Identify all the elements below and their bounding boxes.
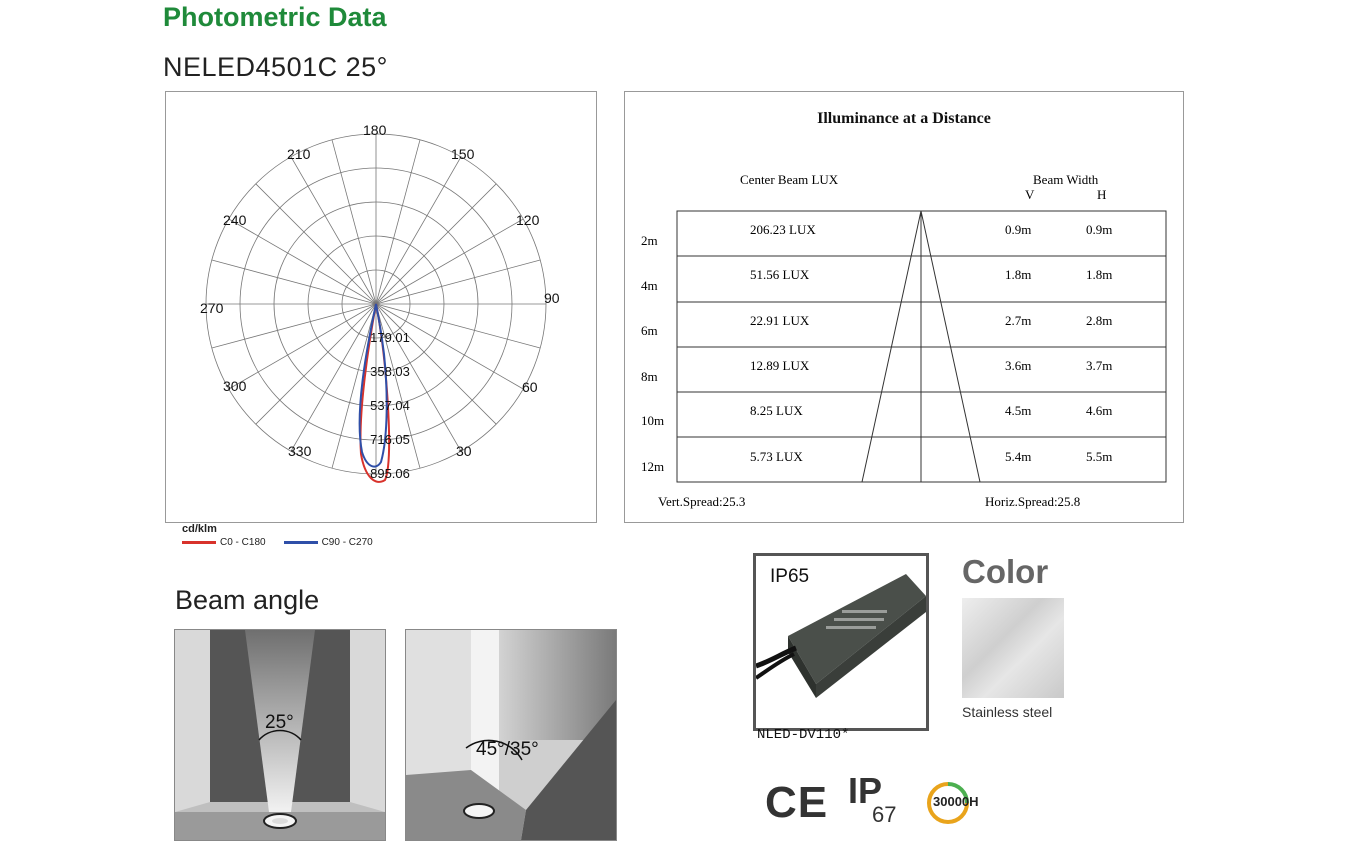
beam-angle-label-25: 25° (265, 712, 294, 733)
legend-line-blue (284, 541, 318, 544)
angle-label-30: 30 (456, 443, 472, 459)
polar-grid-spoke (376, 184, 496, 304)
beam-width-v: 4.5m (1005, 403, 1032, 418)
driver-image (756, 556, 926, 728)
beam-width-h: 1.8m (1086, 267, 1113, 282)
lux-value: 206.23 LUX (750, 222, 816, 237)
ce-mark: CE (765, 778, 829, 827)
color-finish-label: Stainless steel (962, 704, 1053, 720)
polar-grid-spoke (229, 219, 376, 304)
polar-grid-spoke (291, 157, 376, 304)
v-header: V (1025, 187, 1035, 202)
intensity-label: 895.06 (370, 466, 410, 481)
polar-grid-spoke (212, 260, 376, 304)
lux-value: 22.91 LUX (750, 313, 810, 328)
angle-label-270: 270 (200, 300, 224, 316)
beam-angle-title: Beam angle (175, 585, 320, 615)
ip67-mark (848, 770, 900, 830)
lux-value: 8.25 LUX (750, 403, 803, 418)
polar-grid-spoke (376, 157, 461, 304)
legend-label: C0 - C180 (220, 537, 266, 548)
polar-diagram-panel (165, 91, 597, 523)
beam-illustration-45-35 (405, 629, 617, 841)
driver-box (753, 553, 929, 731)
intensity-label: 716.05 (370, 432, 410, 447)
angle-label-150: 150 (451, 146, 475, 162)
beam-width-v: 5.4m (1005, 449, 1032, 464)
polar-grid-spoke (376, 260, 540, 304)
beam-angle-label-45-35: 45°/35° (476, 739, 539, 760)
intensity-label: 537.04 (370, 398, 410, 413)
legend-line-red (182, 541, 216, 544)
polar-grid-spoke (376, 140, 420, 304)
legend-item-c90 (284, 537, 373, 548)
h-header: H (1097, 187, 1107, 202)
legend-label: C90 - C270 (321, 537, 373, 548)
angle-label-210: 210 (287, 146, 311, 162)
lux-value: 12.89 LUX (750, 358, 810, 373)
ip67-prefix: IP (848, 770, 883, 811)
angle-label-60: 60 (522, 379, 538, 395)
polar-grid-spoke (256, 304, 376, 424)
angle-label-240: 240 (223, 212, 247, 228)
beam-width-v: 2.7m (1005, 313, 1032, 328)
model-name: NELED4501C 25° (163, 52, 388, 82)
center-beam-header: Center Beam LUX (740, 172, 839, 187)
intensity-label: 179.01 (370, 330, 410, 345)
vert-spread: Vert.Spread:25.3 (658, 494, 746, 509)
beam-width-h: 0.9m (1086, 222, 1113, 237)
beam-width-h: 4.6m (1086, 403, 1113, 418)
lux-value: 51.56 LUX (750, 267, 810, 282)
legend-unit: cd/klm (182, 523, 217, 535)
legend-item-c0 (182, 537, 266, 548)
beam-width-v: 0.9m (1005, 222, 1032, 237)
driver-model: NLED-DV110* (757, 727, 850, 743)
beam-width-v: 1.8m (1005, 267, 1032, 282)
lifetime-badge (925, 780, 995, 826)
distance-label: 10m (641, 413, 665, 428)
color-title: Color (962, 553, 1049, 590)
lux-value: 5.73 LUX (750, 449, 803, 464)
angle-label-300: 300 (223, 378, 247, 394)
page-title: Photometric Data (163, 2, 387, 32)
illuminance-title: Illuminance at a Distance (817, 110, 991, 127)
horiz-spread: Horiz.Spread:25.8 (985, 494, 1081, 509)
ip67-number: 67 (872, 802, 897, 827)
polar-grid-spoke (229, 304, 376, 389)
polar-legend (182, 523, 373, 548)
beam-width-h: 5.5m (1086, 449, 1113, 464)
distance-label: 2m (641, 233, 658, 248)
illuminance-panel (624, 91, 1184, 523)
beam-width-h: 3.7m (1086, 358, 1113, 373)
stainless-steel-swatch (962, 598, 1064, 698)
angle-label-180: 180 (363, 122, 387, 138)
distance-label: 12m (641, 459, 665, 474)
distance-label: 6m (641, 323, 658, 338)
polar-grid-spoke (332, 140, 376, 304)
polar-grid-spoke (212, 304, 376, 348)
angle-label-90: 90 (544, 290, 560, 306)
intensity-label: 358.03 (370, 364, 410, 379)
distance-label: 8m (641, 369, 658, 384)
beam-illustration-25 (174, 629, 386, 841)
polar-diagram (166, 92, 596, 522)
distance-label: 4m (641, 278, 658, 293)
lifetime-label: 30000H (933, 794, 979, 809)
angle-label-120: 120 (516, 212, 540, 228)
polar-grid-spoke (256, 184, 376, 304)
beam-width-h: 2.8m (1086, 313, 1113, 328)
beam-width-v: 3.6m (1005, 358, 1032, 373)
beam-width-header: Beam Width (1033, 172, 1099, 187)
driver-ip-label: IP65 (770, 566, 810, 587)
polar-grid-spoke (376, 219, 523, 304)
angle-label-330: 330 (288, 443, 312, 459)
